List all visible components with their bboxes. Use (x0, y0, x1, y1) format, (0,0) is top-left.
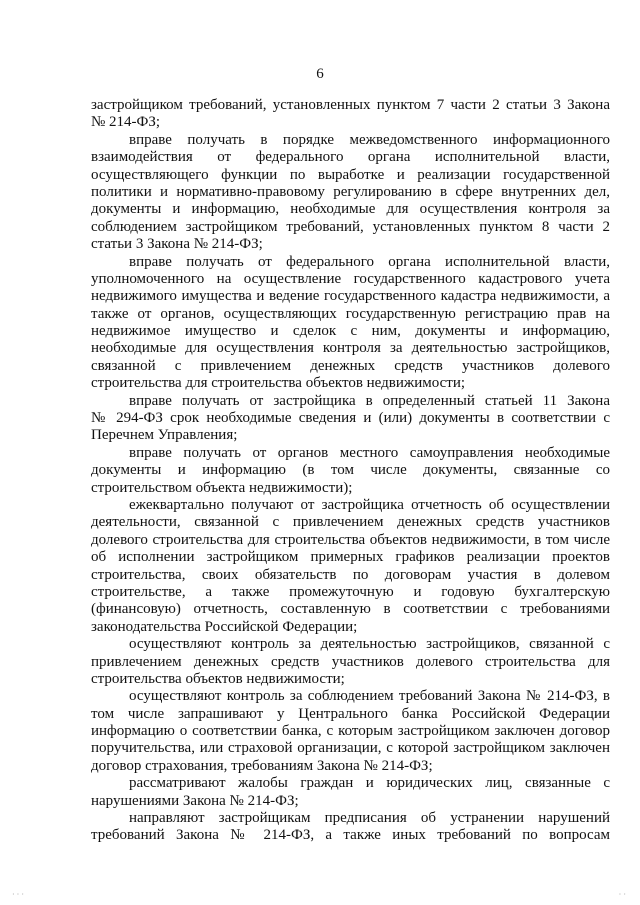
text-line: застройщиком требований, установленных пунктом 7 части 2 статьи 3 Закона (91, 97, 610, 113)
text-line: строительства для строительства объектов недвижимости; (91, 375, 466, 392)
text-line: недвижимого имущества и ведение государственного кадастра недвижимости, а (91, 288, 610, 305)
text-line: (финансовую) отчетность, составленную в соответствии с требованиями (91, 601, 610, 618)
text-line: вправе получать от федерального органа исполнительной власти, (129, 253, 610, 270)
text-line: том числе запрашивают у Центрального банка Российской Федерации (91, 705, 610, 722)
text-line: документы и информацию, необходимые для осуществления контроля за (91, 201, 610, 218)
text-line: нарушениями Закона № 214-ФЗ; (91, 792, 299, 809)
text-line: статьи 3 Закона № 214-ФЗ; (91, 236, 263, 253)
text-line: законодательства Российской Федерации; (91, 618, 358, 635)
text-line: вправе получать от органов местного самоуправления необходимые (129, 444, 610, 461)
text-line: рассматривают жалобы граждан и юридических лиц, связанные с (129, 775, 610, 792)
text-line: уполномоченного на осуществление государственного кадастрового учета (91, 270, 610, 287)
text-line: строительстве, а также промежуточную и годовую бухгалтерскую (91, 583, 610, 600)
text-line: осуществляют контроль за деятельностью застройщиков, связанной с (129, 636, 610, 653)
text-line: необходимые для осуществления контроля за деятельностью застройщиков, (91, 340, 610, 357)
text-line: строительства объектов недвижимости; (91, 670, 345, 687)
text-line: информацию о соответствии банка, с которым застройщиком заключен договор (91, 723, 610, 740)
text-line: направляют застройщикам предписания об устранении нарушений (129, 810, 610, 827)
text-line: осуществляющего функции по выработке и реализации государственной (91, 166, 610, 183)
text-line: ежеквартально получают от застройщика отчетность об осуществлении (129, 496, 610, 513)
text-line: поручительства, или страховой организации, с которой застройщиком заключен (91, 740, 610, 757)
page-number: 6 (316, 66, 324, 82)
text-line: соблюдением застройщиком требований, установленных пунктом 8 части 2 (91, 218, 610, 235)
text-line: № 214-ФЗ; (91, 114, 161, 131)
scan-mark-left: · · · (12, 890, 24, 899)
text-line: связанной с привлечением денежных средств участников долевого (91, 357, 610, 374)
text-line: строительства, своих обязательств по договорам участия в долевом (91, 566, 610, 583)
text-line: политики и нормативно-правовому регулированию в сфере внутренних дел, (91, 183, 610, 200)
text-line: требований Закона № 214-ФЗ, а также иных требований по вопросам (91, 827, 610, 844)
text-line: также от органов, осуществляющих государственную регистрацию прав на (91, 305, 610, 322)
text-line: взаимодействия от федерального органа исполнительной власти, (91, 149, 610, 166)
text-line: недвижимое имущество и сделок с ним, документы и информацию, (91, 323, 610, 340)
text-line: вправе получать от застройщика в определенный статьей 11 Закона (129, 392, 610, 409)
text-line: документы и информацию (в том числе документы, связанные со (91, 462, 610, 479)
text-line: осуществляют контроль за соблюдением требований Закона № 214-ФЗ, в (129, 688, 610, 705)
text-line: Перечнем Управления; (91, 427, 238, 444)
text-line: вправе получать в порядке межведомственного информационного (129, 131, 610, 148)
text-line: долевого строительства для строительства объектов недвижимости, в том числе (91, 531, 610, 548)
text-line: № 294-ФЗ срок необходимые сведения и (или) документы в соответствии с (91, 410, 610, 427)
text-line: привлечением денежных средств участников долевого строительства для (91, 653, 610, 670)
scan-mark-right: · · (618, 890, 626, 899)
text-line: договор страхования, требованиям Закона № 214-ФЗ; (91, 757, 433, 774)
text-line: строительством объекта недвижимости); (91, 479, 353, 496)
text-line: об исполнении застройщиком примерных графиков реализации проектов (91, 549, 610, 566)
text-line: деятельности, связанной с привлечением денежных средств участников (91, 514, 610, 531)
body-text (91, 97, 610, 845)
